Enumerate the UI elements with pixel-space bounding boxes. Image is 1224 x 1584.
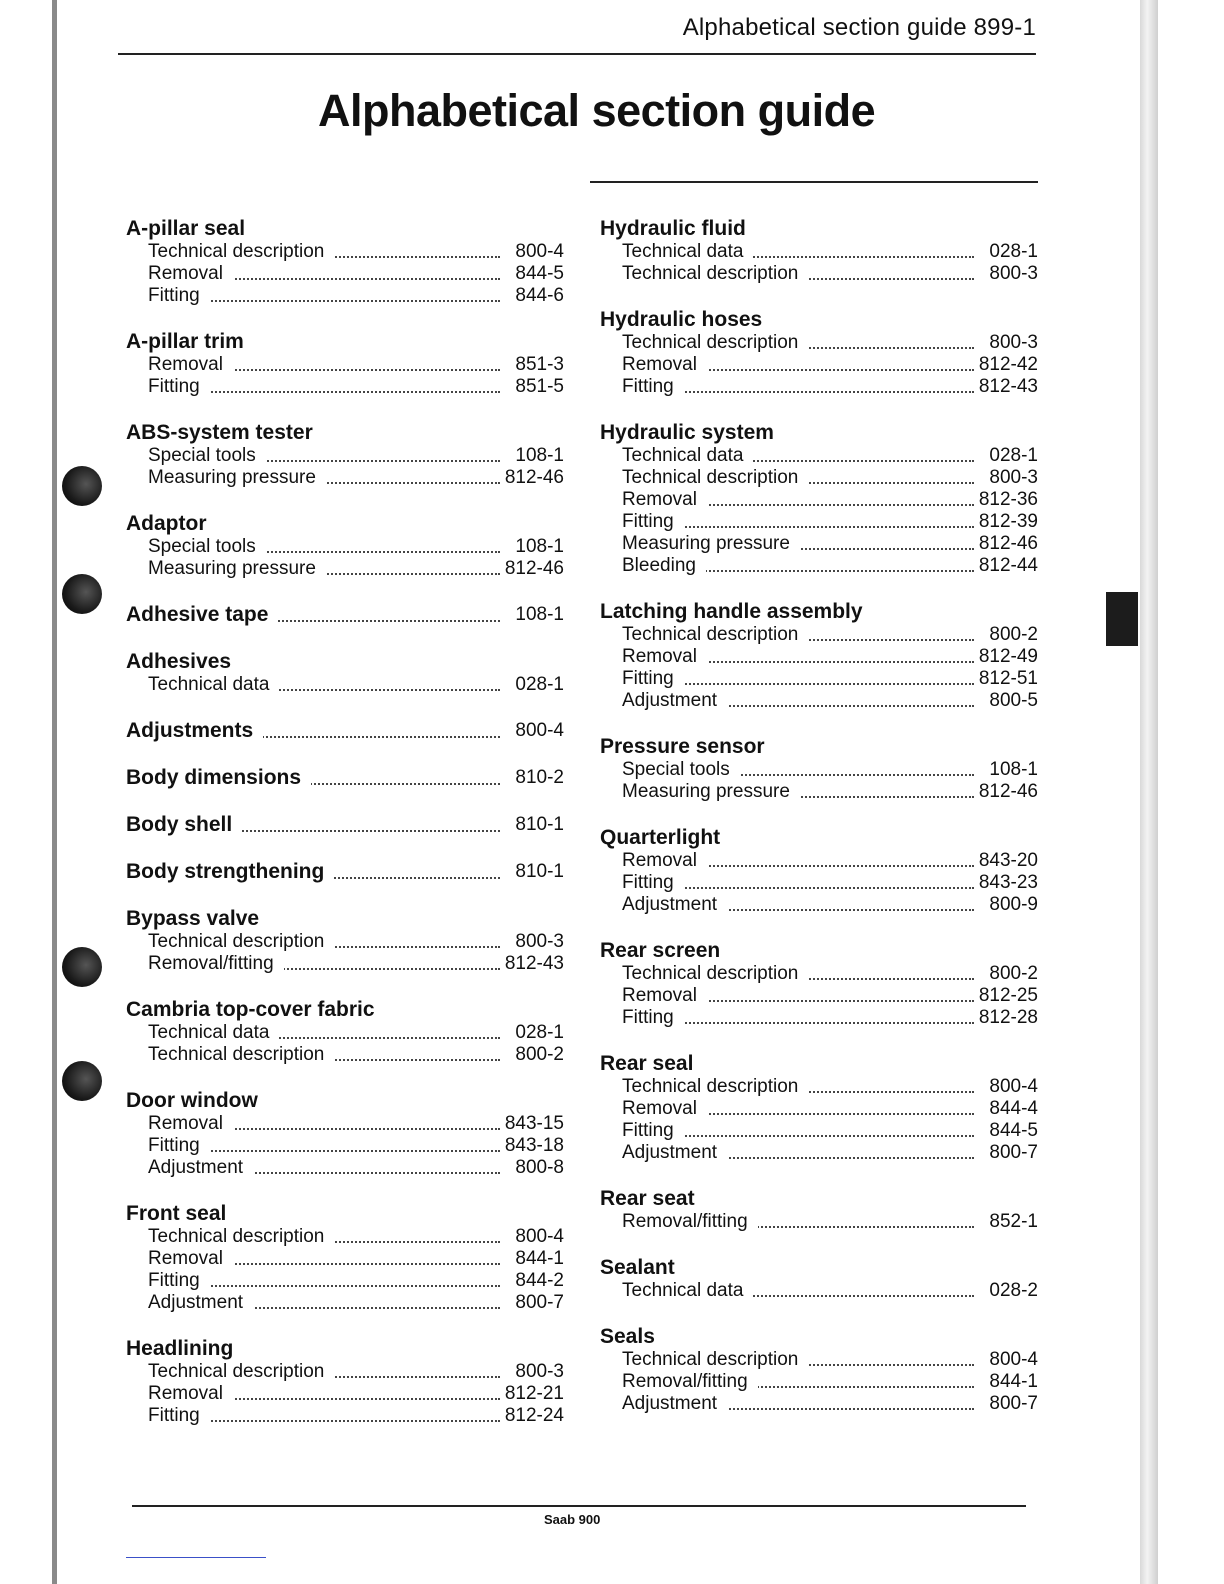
index-entry <box>126 602 564 627</box>
index-line <box>622 759 1038 781</box>
section-reference: 851-3 <box>515 354 564 375</box>
line-label: Technical description <box>148 1361 334 1383</box>
index-line <box>622 467 1038 489</box>
index-entry <box>126 718 564 743</box>
section-reference: 844-5 <box>515 263 564 284</box>
footer-rule <box>132 1505 1026 1507</box>
line-label: Removal/fitting <box>148 953 284 975</box>
section-reference: 812-46 <box>978 781 1038 802</box>
entry-heading: Seals <box>600 1325 655 1348</box>
index-line <box>622 1211 1038 1233</box>
entry-heading: A-pillar seal <box>126 217 246 240</box>
index-line-heading <box>126 812 564 837</box>
section-reference: 844-1 <box>515 1248 564 1269</box>
entry-heading: Pressure sensor <box>600 735 765 758</box>
index-line <box>622 1007 1038 1029</box>
entry-heading: Body dimensions <box>126 765 311 790</box>
line-label: Technical description <box>622 1076 808 1098</box>
index-column-left <box>126 216 564 1449</box>
index-entry <box>600 734 1038 803</box>
line-label: Fitting <box>622 1120 684 1142</box>
line-label: Measuring pressure <box>148 558 326 580</box>
index-entry <box>126 906 564 975</box>
line-label: Removal <box>622 1098 707 1120</box>
index-entry <box>600 1324 1038 1415</box>
line-label: Special tools <box>622 759 740 781</box>
line-label: Technical description <box>622 1349 808 1371</box>
index-line <box>148 1383 564 1405</box>
line-label: Fitting <box>148 1405 210 1427</box>
entry-heading: Headlining <box>126 1337 234 1360</box>
index-line <box>622 376 1038 398</box>
index-entry <box>126 1336 564 1427</box>
line-label: Technical description <box>148 1226 334 1248</box>
index-line <box>622 263 1038 285</box>
section-reference: 812-42 <box>978 354 1038 375</box>
page-right-edge <box>1140 0 1158 1584</box>
index-line <box>148 467 564 489</box>
section-reference: 844-5 <box>989 1120 1038 1141</box>
index-line <box>622 1280 1038 1302</box>
index-line <box>622 1098 1038 1120</box>
line-label: Removal <box>148 1248 233 1270</box>
section-reference: 028-1 <box>515 1022 564 1043</box>
line-label: Technical data <box>622 241 753 263</box>
line-label: Technical description <box>148 931 334 953</box>
section-thumb-tab <box>1106 592 1138 646</box>
section-reference: 108-1 <box>515 445 564 466</box>
entry-heading: Bypass valve <box>126 907 260 930</box>
section-reference: 812-21 <box>504 1383 564 1404</box>
section-reference: 812-46 <box>504 558 564 579</box>
section-reference: 800-3 <box>515 931 564 952</box>
section-reference: 843-23 <box>978 872 1038 893</box>
line-label: Removal <box>148 1383 233 1405</box>
index-entry <box>600 1255 1038 1302</box>
index-line <box>148 1044 564 1066</box>
section-reference: 812-44 <box>978 555 1038 576</box>
entry-heading: Sealant <box>600 1256 675 1279</box>
section-reference: 812-46 <box>978 533 1038 554</box>
section-reference: 800-7 <box>515 1292 564 1313</box>
line-label: Technical description <box>622 467 808 489</box>
line-label: Fitting <box>622 668 684 690</box>
binder-hole-1 <box>62 466 102 506</box>
index-line <box>622 1371 1038 1393</box>
section-reference: 843-20 <box>978 850 1038 871</box>
line-label: Removal <box>622 489 707 511</box>
entry-heading: Quarterlight <box>600 826 721 849</box>
line-label: Removal <box>622 354 707 376</box>
index-entry <box>126 997 564 1066</box>
line-label: Removal/fitting <box>622 1371 758 1393</box>
index-entry <box>600 599 1038 712</box>
section-reference: 028-1 <box>989 241 1038 262</box>
entry-heading: Rear seat <box>600 1187 695 1210</box>
line-label: Measuring pressure <box>148 467 326 489</box>
line-label: Removal <box>622 985 707 1007</box>
index-entry <box>126 511 564 580</box>
line-label: Adjustment <box>622 1142 727 1164</box>
section-reference: 800-2 <box>989 624 1038 645</box>
entry-heading: Door window <box>126 1089 258 1112</box>
section-reference: 812-49 <box>978 646 1038 667</box>
line-label: Measuring pressure <box>622 781 800 803</box>
entry-heading: Body shell <box>126 812 242 837</box>
index-entry <box>126 649 564 696</box>
section-reference: 843-15 <box>504 1113 564 1134</box>
index-line <box>148 1248 564 1270</box>
section-reference: 800-3 <box>515 1361 564 1382</box>
line-label: Technical data <box>148 674 279 696</box>
index-line <box>622 332 1038 354</box>
section-reference: 800-8 <box>515 1157 564 1178</box>
index-line <box>148 1361 564 1383</box>
index-entry <box>600 420 1038 577</box>
index-line <box>148 354 564 376</box>
entry-heading: Adhesive tape <box>126 602 278 627</box>
binder-hole-3 <box>62 947 102 987</box>
index-line <box>148 953 564 975</box>
index-line <box>148 1157 564 1179</box>
line-label: Fitting <box>148 1135 210 1157</box>
section-reference: 844-6 <box>515 285 564 306</box>
section-reference: 844-2 <box>515 1270 564 1291</box>
index-line <box>148 1113 564 1135</box>
section-reference: 812-25 <box>978 985 1038 1006</box>
line-label: Adjustment <box>148 1292 253 1314</box>
entry-heading: Hydraulic fluid <box>600 217 746 240</box>
line-label: Technical data <box>622 445 753 467</box>
section-reference: 810-2 <box>515 767 564 788</box>
index-line <box>622 489 1038 511</box>
index-line <box>148 1292 564 1314</box>
line-label: Adjustment <box>148 1157 253 1179</box>
footer-model: Saab 900 <box>544 1512 601 1527</box>
index-line <box>148 674 564 696</box>
section-reference: 812-24 <box>504 1405 564 1426</box>
line-label: Bleeding <box>622 555 706 577</box>
line-label: Technical description <box>148 1044 334 1066</box>
index-column-right <box>600 216 1038 1437</box>
index-line <box>622 963 1038 985</box>
index-line <box>148 558 564 580</box>
entry-heading: Adjustments <box>126 718 263 743</box>
line-label: Measuring pressure <box>622 533 800 555</box>
index-line <box>622 781 1038 803</box>
binder-hole-2 <box>62 574 102 614</box>
entry-heading: Front seal <box>126 1202 227 1225</box>
index-line <box>148 1226 564 1248</box>
line-label: Removal/fitting <box>622 1211 758 1233</box>
line-label: Fitting <box>148 285 210 307</box>
index-line <box>148 931 564 953</box>
entry-heading: Latching handle assembly <box>600 600 863 623</box>
section-reference: 843-18 <box>504 1135 564 1156</box>
line-label: Removal <box>622 646 707 668</box>
section-reference: 812-36 <box>978 489 1038 510</box>
binder-hole-4 <box>62 1061 102 1101</box>
section-reference: 812-28 <box>978 1007 1038 1028</box>
index-entry <box>600 938 1038 1029</box>
section-reference: 812-43 <box>504 953 564 974</box>
section-reference: 812-46 <box>504 467 564 488</box>
line-label: Adjustment <box>622 690 727 712</box>
section-reference: 108-1 <box>515 604 564 625</box>
index-line <box>622 1349 1038 1371</box>
section-reference: 800-3 <box>989 332 1038 353</box>
index-line <box>622 1142 1038 1164</box>
line-label: Technical description <box>622 263 808 285</box>
index-line <box>622 985 1038 1007</box>
line-label: Special tools <box>148 445 266 467</box>
page-title: Alphabetical section guide <box>318 85 876 136</box>
index-line <box>622 1120 1038 1142</box>
index-line-heading <box>126 765 564 790</box>
index-line <box>622 850 1038 872</box>
section-reference: 812-51 <box>978 668 1038 689</box>
entry-heading: Hydraulic system <box>600 421 774 444</box>
header-rule <box>118 53 1036 55</box>
index-line <box>148 1405 564 1427</box>
index-line <box>622 354 1038 376</box>
section-reference: 800-9 <box>989 894 1038 915</box>
entry-heading: Hydraulic hoses <box>600 308 763 331</box>
line-label: Removal <box>148 1113 233 1135</box>
page-binding-edge <box>52 0 57 1584</box>
section-reference: 028-2 <box>989 1280 1038 1301</box>
section-reference: 800-2 <box>515 1044 564 1065</box>
section-reference: 800-4 <box>515 241 564 262</box>
section-reference: 108-1 <box>515 536 564 557</box>
index-entry <box>600 307 1038 398</box>
section-reference: 810-1 <box>515 861 564 882</box>
line-label: Fitting <box>622 1007 684 1029</box>
section-reference: 800-5 <box>989 690 1038 711</box>
index-entry <box>600 216 1038 285</box>
section-reference: 028-1 <box>989 445 1038 466</box>
entry-heading: Body strengthening <box>126 859 334 884</box>
line-label: Removal <box>148 263 233 285</box>
line-label: Adjustment <box>622 894 727 916</box>
index-line <box>148 445 564 467</box>
index-entry <box>600 1186 1038 1233</box>
index-line <box>148 536 564 558</box>
footer-link-underline <box>126 1557 266 1558</box>
line-label: Adjustment <box>622 1393 727 1415</box>
section-reference: 812-43 <box>978 376 1038 397</box>
section-reference: 800-4 <box>989 1076 1038 1097</box>
index-line <box>148 1135 564 1157</box>
line-label: Technical data <box>148 1022 279 1044</box>
entry-heading: A-pillar trim <box>126 330 244 353</box>
line-label: Technical description <box>148 241 334 263</box>
line-label: Fitting <box>148 376 210 398</box>
section-reference: 851-5 <box>515 376 564 397</box>
index-line <box>622 894 1038 916</box>
section-reference: 812-39 <box>978 511 1038 532</box>
line-label: Special tools <box>148 536 266 558</box>
index-line-heading <box>126 718 564 743</box>
index-line <box>148 1270 564 1292</box>
index-line <box>148 376 564 398</box>
section-reference: 844-4 <box>989 1098 1038 1119</box>
index-entry <box>600 1051 1038 1164</box>
title-rule <box>590 181 1038 183</box>
section-reference: 800-3 <box>989 263 1038 284</box>
index-line <box>622 872 1038 894</box>
index-line <box>622 555 1038 577</box>
index-entry <box>126 216 564 307</box>
index-line <box>622 624 1038 646</box>
index-entry <box>126 329 564 398</box>
line-label: Fitting <box>148 1270 210 1292</box>
index-line <box>622 668 1038 690</box>
index-line-heading <box>126 602 564 627</box>
line-label: Fitting <box>622 376 684 398</box>
entry-heading: Rear screen <box>600 939 721 962</box>
index-line <box>622 533 1038 555</box>
section-reference: 800-4 <box>989 1349 1038 1370</box>
index-line <box>622 690 1038 712</box>
entry-heading: Rear seal <box>600 1052 694 1075</box>
index-entry <box>600 825 1038 916</box>
index-line <box>148 263 564 285</box>
index-entry <box>126 812 564 837</box>
line-label: Removal <box>148 354 233 376</box>
entry-heading: Adaptor <box>126 512 207 535</box>
index-line <box>622 445 1038 467</box>
section-reference: 028-1 <box>515 674 564 695</box>
index-line <box>622 1393 1038 1415</box>
running-header: Alphabetical section guide 899-1 <box>682 14 1036 41</box>
index-entry <box>126 420 564 489</box>
line-label: Fitting <box>622 872 684 894</box>
index-line <box>148 241 564 263</box>
index-line <box>622 646 1038 668</box>
line-label: Technical description <box>622 332 808 354</box>
index-line-heading <box>126 859 564 884</box>
section-reference: 844-1 <box>989 1371 1038 1392</box>
index-entry <box>126 1201 564 1314</box>
entry-heading: ABS-system tester <box>126 421 313 444</box>
section-reference: 852-1 <box>989 1211 1038 1232</box>
index-line <box>622 241 1038 263</box>
index-line <box>622 1076 1038 1098</box>
index-entry <box>126 1088 564 1179</box>
entry-heading: Cambria top-cover fabric <box>126 998 375 1021</box>
line-label: Technical data <box>622 1280 753 1302</box>
index-entry <box>126 765 564 790</box>
section-reference: 800-2 <box>989 963 1038 984</box>
section-reference: 800-3 <box>989 467 1038 488</box>
index-line <box>148 285 564 307</box>
index-line <box>148 1022 564 1044</box>
section-reference: 108-1 <box>989 759 1038 780</box>
line-label: Removal <box>622 850 707 872</box>
line-label: Technical description <box>622 963 808 985</box>
index-line <box>622 511 1038 533</box>
section-reference: 800-4 <box>515 1226 564 1247</box>
entry-heading: Adhesives <box>126 650 232 673</box>
index-entry <box>126 859 564 884</box>
section-reference: 810-1 <box>515 814 564 835</box>
section-reference: 800-7 <box>989 1393 1038 1414</box>
line-label: Fitting <box>622 511 684 533</box>
section-reference: 800-7 <box>989 1142 1038 1163</box>
section-reference: 800-4 <box>515 720 564 741</box>
line-label: Technical description <box>622 624 808 646</box>
